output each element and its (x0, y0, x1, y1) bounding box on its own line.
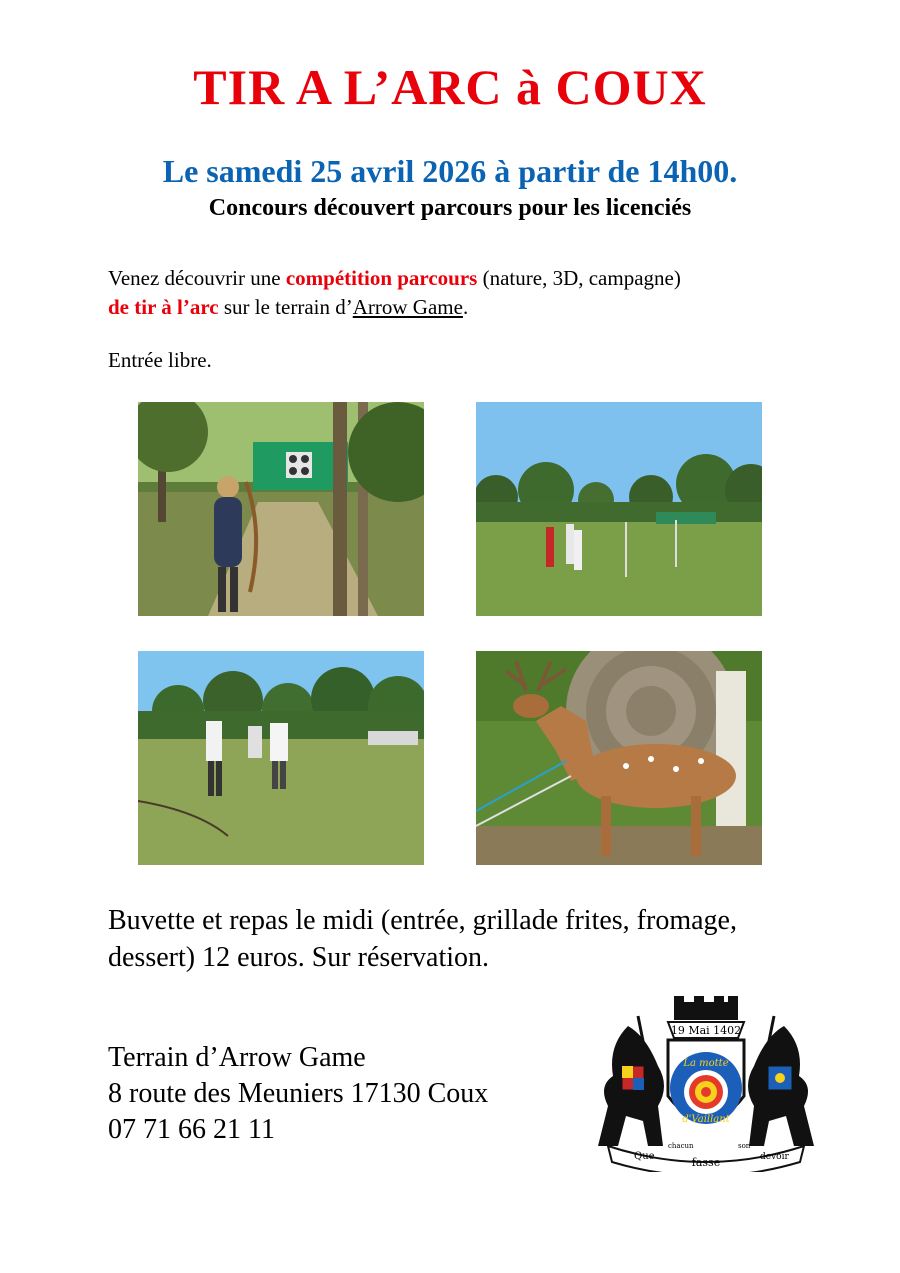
logo-motto-3: fasse (691, 1156, 721, 1169)
venue-street: 8 route des Meuniers 17130 Coux (108, 1078, 489, 1109)
intro-text-3: sur le terrain d’ (218, 295, 353, 319)
venue-address (108, 1040, 488, 1148)
photo-3d-deer-target (476, 651, 762, 865)
intro-highlight-competition: compétition parcours (285, 266, 478, 290)
logo-ring-text-top: La motte (683, 1058, 729, 1069)
intro-paragraph (108, 264, 808, 322)
logo-motto-1: Que (634, 1151, 655, 1162)
intro-text-2: (nature, 3D, campagne) (477, 266, 681, 290)
meal-info (108, 902, 808, 976)
logo-ring-text-bottom: d'Vaillant (682, 1114, 730, 1125)
arrow-game-link[interactable]: Arrow Game (352, 295, 463, 319)
venue-name: Terrain d’Arrow Game (108, 1042, 366, 1073)
intro-text-1: Venez découvrir une (108, 266, 286, 290)
logo-motto-4: son (738, 1142, 751, 1150)
logo-motto-2: chacun (668, 1142, 694, 1150)
meal-line-2: dessert) 12 euros. Sur réservation. (108, 942, 490, 973)
logo-motto-5: devoir (760, 1152, 789, 1162)
entry-free: Entrée libre. (108, 348, 212, 372)
intro-highlight-archery: de tir à l’arc (108, 295, 219, 319)
meal-line-1: Buvette et repas le midi (entrée, grillade frites, fromage, (108, 905, 737, 936)
venue-phone[interactable]: 07 71 66 21 11 (108, 1114, 275, 1145)
event-subtitle: Concours découvert parcours pour les licenciés (208, 195, 692, 221)
poster-title: TIR A L’ARC à COUX (193, 59, 707, 115)
photo-field-group (138, 651, 424, 865)
intro-text-4: . (462, 295, 469, 319)
club-logo (588, 996, 824, 1172)
photo-field-archers (476, 402, 762, 616)
photo-forest-archer (138, 402, 424, 616)
event-date: Le samedi 25 avril 2026 à partir de 14h00. (162, 153, 738, 189)
logo-banner-date: 19 Mai 1402 (670, 1024, 742, 1037)
